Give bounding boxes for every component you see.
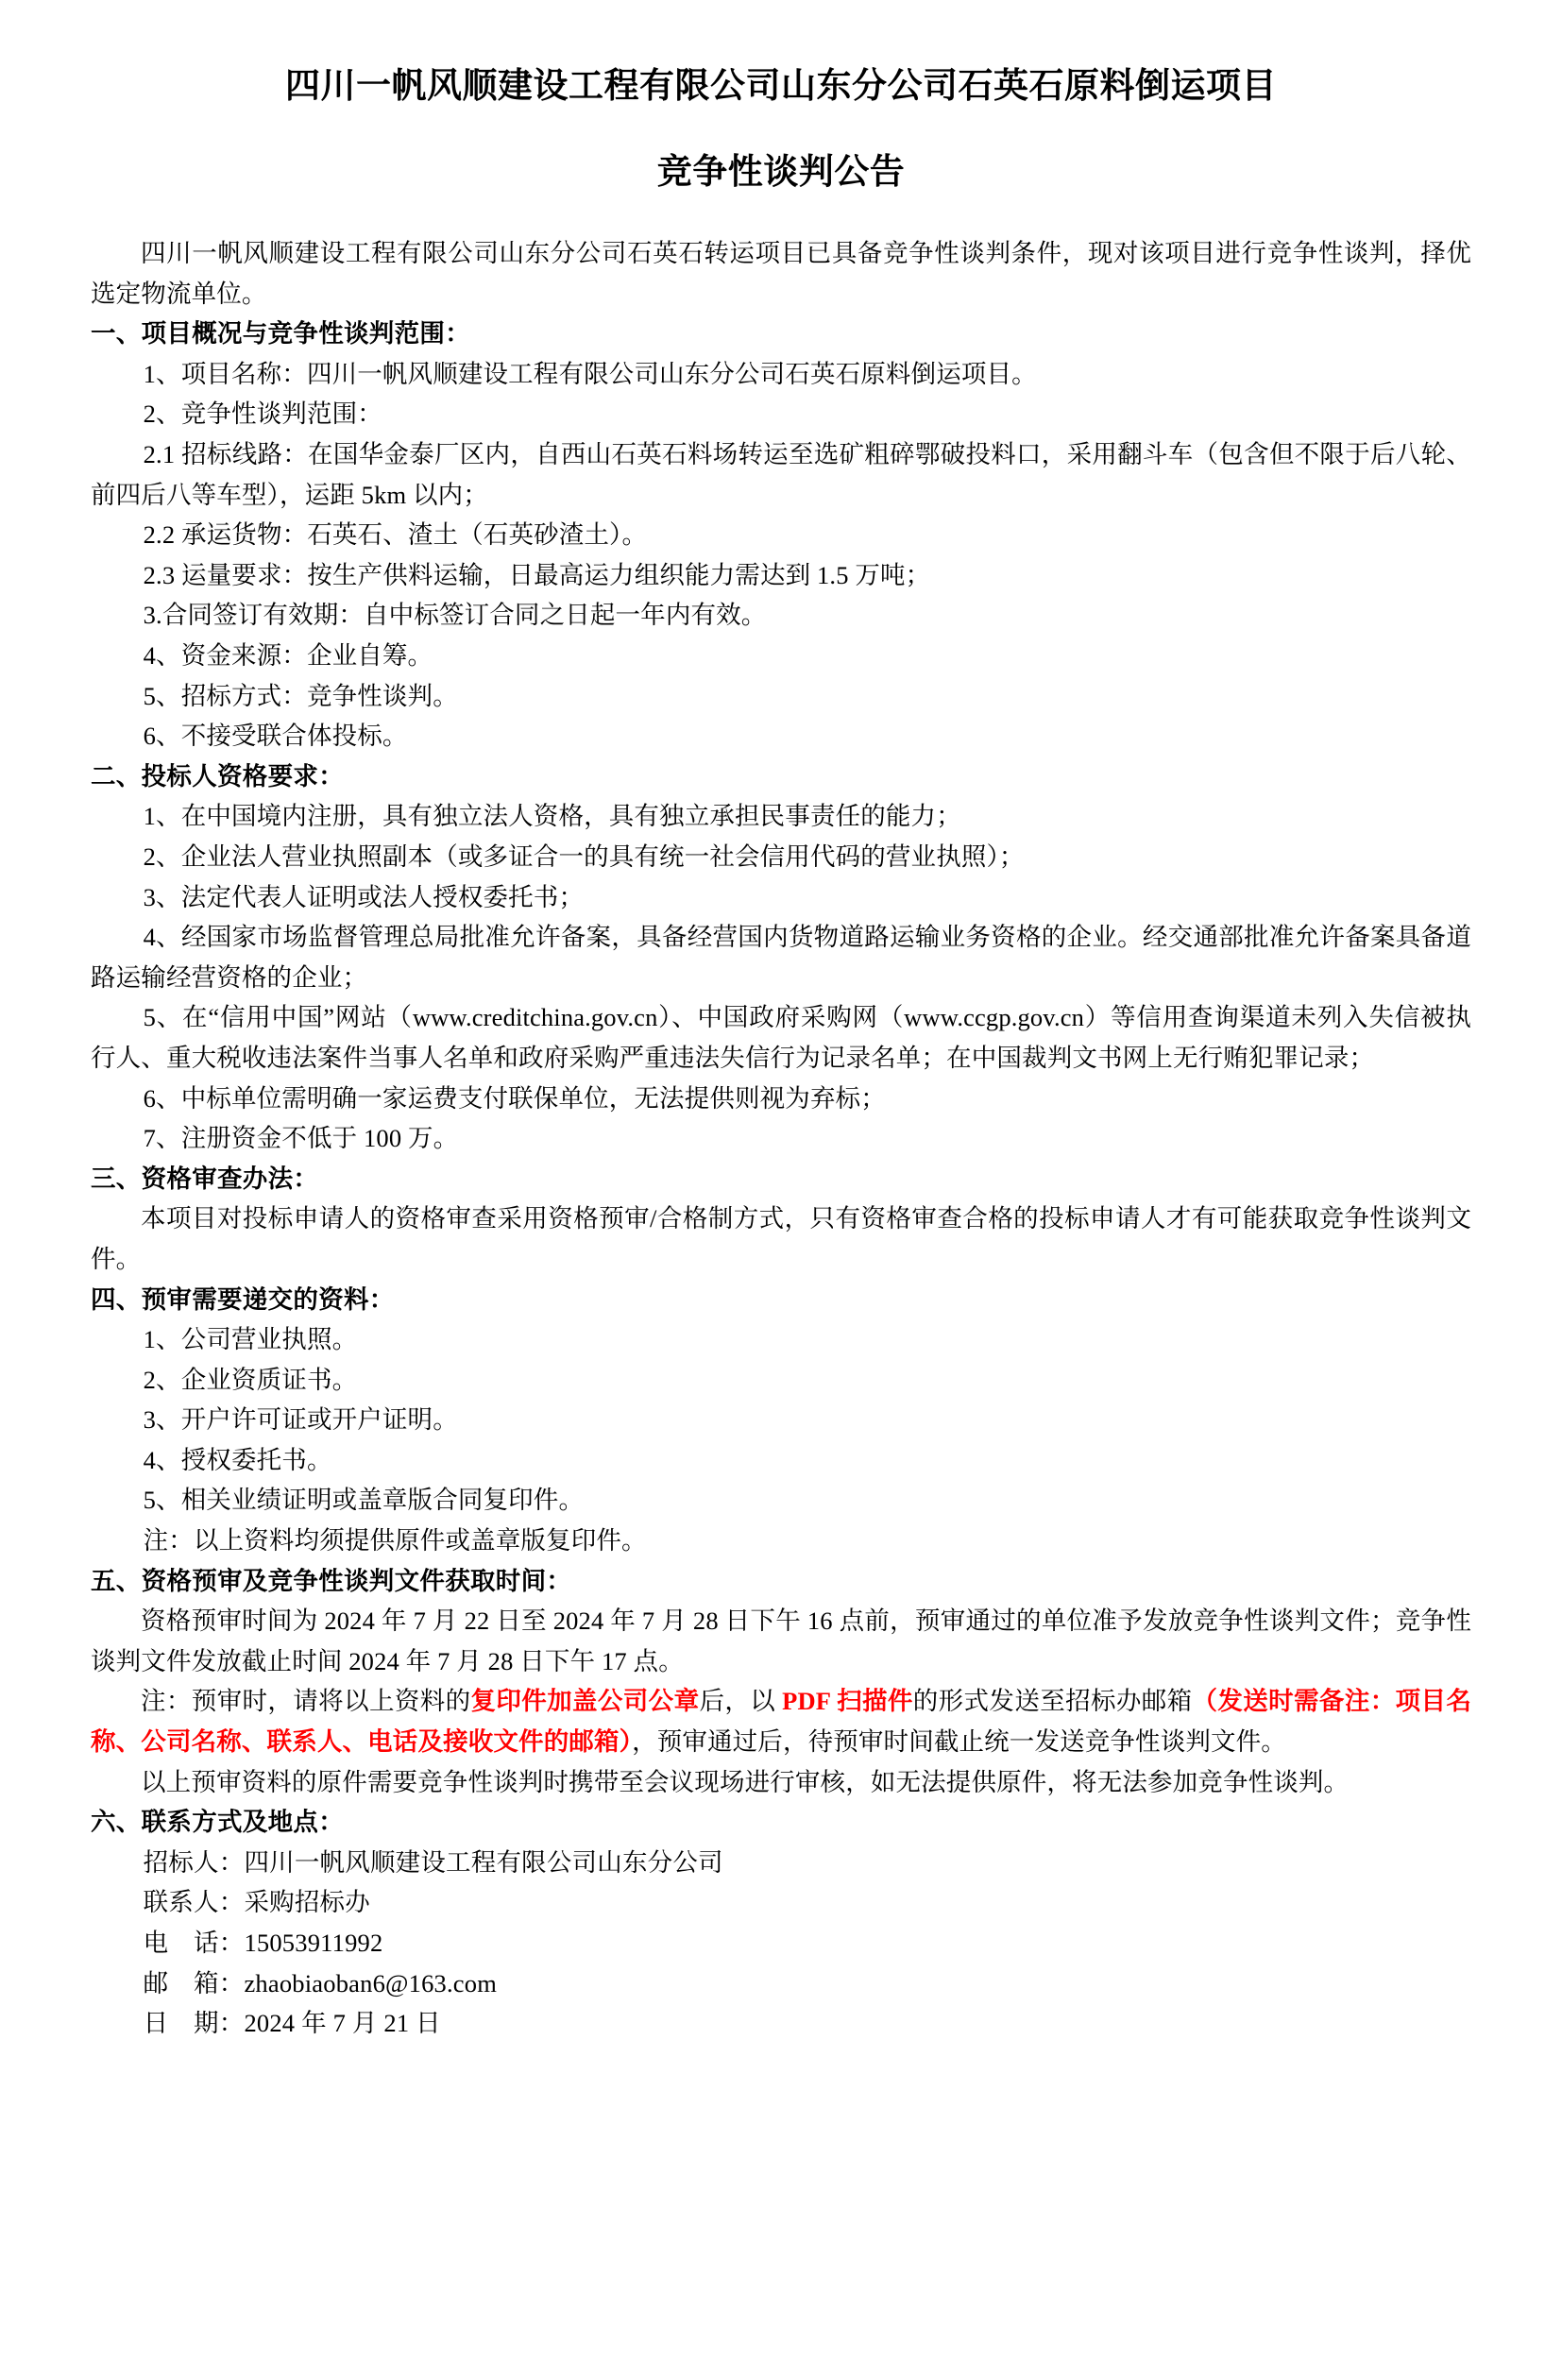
contact-label-phone: 电 话： <box>143 1929 245 1957</box>
document-body <box>91 233 1471 2044</box>
contact-value-email: zhaobiaoban6@163.com <box>244 1968 498 1998</box>
section-2-item-3: 3、法定代表人证明或法人授权委托书； <box>143 882 585 911</box>
document-title-line-2: 竞争性谈判公告 <box>656 152 906 192</box>
section-1-item-2: 2、竞争性谈判范围： <box>143 400 382 429</box>
section-1-item-2-3: 2.3 运量要求：按生产供料运输，日最高运力组织能力需达到 1.5 万吨； <box>143 560 931 589</box>
section-1-item-1: 1、项目名称：四川一帆风顺建设工程有限公司山东分公司石英石原料倒运项目。 <box>143 359 1037 388</box>
contact-label-date: 日 期： <box>143 2009 245 2038</box>
section-1-item-5: 5、招标方式：竞争性谈判。 <box>143 681 458 710</box>
section-heading-1: 一、项目概况与竞争性谈判范围： <box>91 319 470 348</box>
contact-row-tenderer <box>91 1843 1471 1883</box>
section-heading-4: 四、预审需要递交的资料： <box>91 1284 395 1314</box>
section-4-note: 注：以上资料均须提供原件或盖章版复印件。 <box>143 1526 647 1556</box>
section-2-item-7: 7、注册资金不低于 100 万。 <box>143 1124 459 1153</box>
section-1-item-2-1: 2.1 招标线路：在国华金泰厂区内，自西山石英石料场转运至选矿粗碎鄂破投料口，采用翻斗车（包含但不限于后八轮、前四后八等车型），运距 5km 以内； <box>91 440 1471 509</box>
note-highlight-pdf-scan: PDF 扫描件 <box>782 1687 913 1716</box>
section-5-schedule: 资格预审时间为 2024 年 7 月 22 日至 2024 年 7 月 28 日下午 16 点前，预审通过的单位准予发放竞争性谈判文件；竞争性谈判文件发放截止时间 2024 年 7 月 28 日下午 17 点。 <box>91 1606 1471 1675</box>
contact-label-email: 邮 箱： <box>143 1968 245 1998</box>
contact-row-email <box>91 1964 1471 2004</box>
document-title-line-1: 四川一帆风顺建设工程有限公司山东分公司石英石原料倒运项目 <box>285 67 1277 106</box>
note-text-b: 后，以 <box>699 1687 783 1716</box>
section-1-item-6: 6、不接受联合体投标。 <box>143 722 408 751</box>
section-1-item-3: 3.合同签订有效期：自中标签订合同之日起一年内有效。 <box>143 601 767 630</box>
note-highlight-remark-requirements: （发送时需备注：项目名称、公司名称、联系人、电话及接收文件的邮箱） <box>91 1687 1472 1757</box>
intro-paragraph: 四川一帆风顺建设工程有限公司山东分公司石英石转运项目已具备竞争性谈判条件，现对该项目进行竞争性谈判，择优选定物流单位。 <box>91 239 1471 308</box>
contact-value-phone: 15053911992 <box>244 1929 383 1957</box>
section-2-item-4: 4、经国家市场监督管理总局批准允许备案，具备经营国内货物道路运输业务资格的企业。经交通部批准允许备案具备道路运输经营资格的企业； <box>91 923 1471 992</box>
section-4-item-3: 3、开户许可证或开户证明。 <box>143 1405 458 1435</box>
section-heading-3: 三、资格审查办法： <box>91 1164 319 1193</box>
section-2-item-2: 2、企业法人营业执照副本（或多证合一的具有统一社会信用代码的营业执照）； <box>143 842 1025 871</box>
note-highlight-stamped-copy: 复印件加盖公司公章 <box>470 1687 700 1716</box>
section-heading-6: 六、联系方式及地点： <box>91 1808 344 1837</box>
section-2-item-1: 1、在中国境内注册，具有独立法人资格，具有独立承担民事责任的能力； <box>143 802 961 831</box>
note-text-a: 注：预审时，请将以上资料的 <box>141 1687 471 1716</box>
contact-row-phone <box>91 1923 1471 1964</box>
contact-value-person: 采购招标办 <box>244 1888 370 1917</box>
contact-value-date: 2024 年 7 月 21 日 <box>244 2009 441 2038</box>
contact-row-date <box>91 2003 1471 2044</box>
section-heading-5: 五、资格预审及竞争性谈判文件获取时间： <box>91 1566 572 1595</box>
section-4-item-2: 2、企业资质证书。 <box>143 1365 358 1394</box>
section-1-item-2-2: 2.2 承运货物：石英石、渣土（石英砂渣土）。 <box>143 520 648 550</box>
note-text-d: ，预审通过后，待预审时间截止统一发送竞争性谈判文件。 <box>632 1727 1286 1757</box>
section-4-item-5: 5、相关业绩证明或盖章版合同复印件。 <box>143 1486 585 1515</box>
section-heading-2: 二、投标人资格要求： <box>91 761 344 790</box>
section-1-item-4: 4、资金来源：企业自筹。 <box>143 641 433 670</box>
section-3-body: 本项目对投标申请人的资格审查采用资格预审/合格制方式，只有资格审查合格的投标申请人才有可能获取竞争性谈判文件。 <box>91 1204 1471 1273</box>
section-4-item-1: 1、公司营业执照。 <box>143 1325 358 1354</box>
contact-row-person <box>91 1882 1471 1923</box>
section-5-submission-note <box>91 1681 1471 1761</box>
section-4-item-4: 4、授权委托书。 <box>143 1445 332 1474</box>
section-2-item-6: 6、中标单位需明确一家运费支付联保单位，无法提供则视为弃标； <box>143 1083 886 1113</box>
section-5-closing: 以上预审资料的原件需要竞争性谈判时携带至会议现场进行审核，如无法提供原件，将无法参加竞争性谈判。 <box>141 1767 1350 1796</box>
note-text-c: 的形式发送至招标办邮箱 <box>912 1687 1193 1716</box>
section-2-item-5: 5、在“信用中国”网站（www.creditchina.gov.cn）、中国政府采购网（www.ccgp.gov.cn）等信用查询渠道未列入失信被执行人、重大税收违法案件当事人名单和政府采购严重违法失信行为记录名单；在中国裁判文书网上无行贿犯罪记录； <box>91 1003 1471 1072</box>
contact-value-tenderer: 四川一帆风顺建设工程有限公司山东分公司 <box>244 1847 723 1877</box>
contact-label-person: 联系人： <box>143 1888 245 1917</box>
contact-label-tenderer: 招标人： <box>143 1847 245 1877</box>
